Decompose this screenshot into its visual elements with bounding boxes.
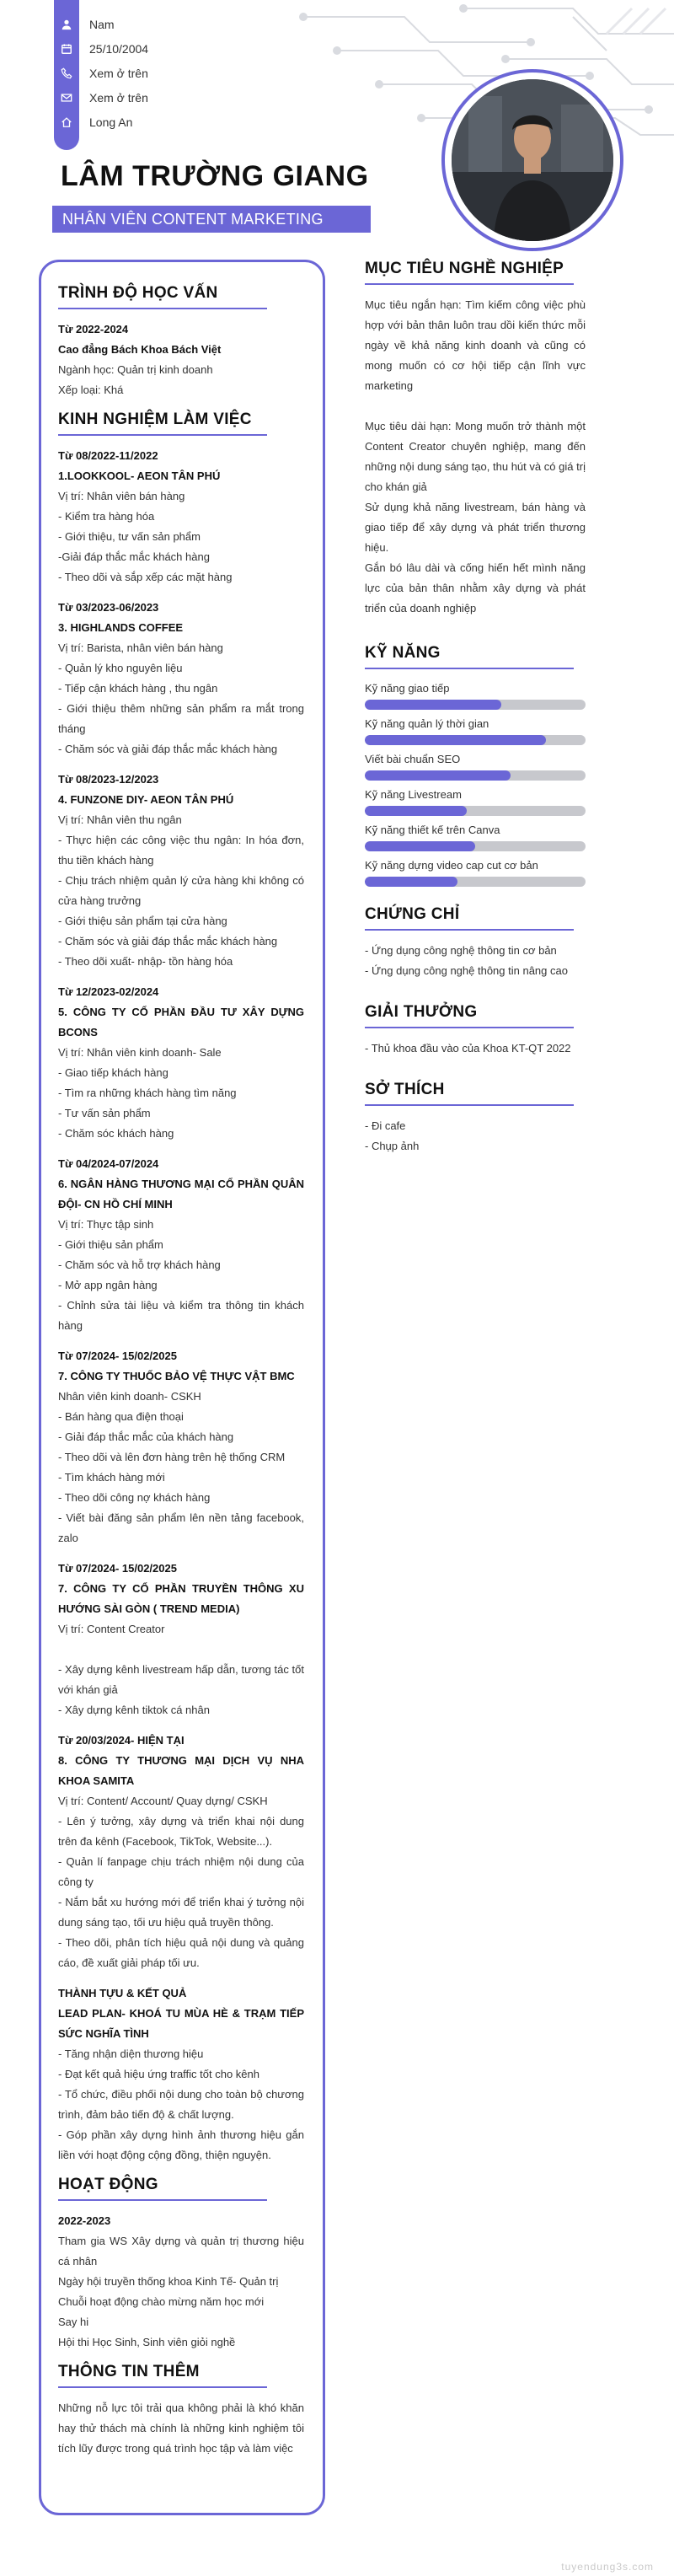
skill-bar-track bbox=[365, 700, 586, 710]
objective-extra-1: Sử dụng khả năng livestream, bán hàng và giao tiếp để xây dựng và phát triển thương hiệu. bbox=[365, 501, 586, 554]
activity-list bbox=[58, 2231, 304, 2353]
contact-gender bbox=[54, 12, 148, 36]
hobby-list bbox=[365, 1116, 586, 1157]
job-detail: - Xây dựng kênh livestream hấp dẫn, tương tác tốt với khán giả bbox=[58, 1663, 304, 1696]
full-name: LÂM TRƯỜNG GIANG bbox=[61, 160, 369, 192]
job-detail: Vị trí: Thực tập sinh bbox=[58, 1218, 154, 1231]
job-company: 7. CÔNG TY THUỐC BẢO VỆ THỰC VẬT BMC bbox=[58, 1370, 295, 1382]
job-entry bbox=[58, 982, 304, 1154]
job-detail: - Theo dõi, phân tích hiệu quả nội dung và quảng cáo, đề xuất giải pháp tối ưu. bbox=[58, 1936, 304, 1969]
contact-dob-text: 25/10/2004 bbox=[89, 41, 149, 56]
achievement-item: - Tăng nhận diện thương hiệu bbox=[58, 2047, 204, 2060]
contact-dob bbox=[54, 36, 148, 61]
job-detail: - Tư vấn sản phẩm bbox=[58, 1107, 151, 1119]
skill-bar-fill bbox=[365, 806, 467, 816]
job-detail: - Quản lý kho nguyên liệu bbox=[58, 662, 183, 674]
achievement-item: - Đạt kết quả hiệu ứng traffic tốt cho kênh bbox=[58, 2068, 259, 2080]
skill-item bbox=[365, 856, 586, 887]
section-underline bbox=[365, 668, 574, 669]
section-underline bbox=[58, 2199, 267, 2201]
job-detail: - Kiểm tra hàng hóa bbox=[58, 510, 155, 523]
job-detail: - Giới thiệu thêm những sản phẩm ra mắt trong tháng bbox=[58, 702, 304, 735]
job-detail: - Chỉnh sửa tài liệu và kiểm tra thông tin khách hàng bbox=[58, 1299, 304, 1332]
section-underline bbox=[58, 2386, 267, 2388]
skill-label: Kỹ năng giao tiếp bbox=[365, 682, 450, 695]
skill-item bbox=[365, 786, 586, 816]
education-title: TRÌNH ĐỘ HỌC VẤN bbox=[58, 284, 218, 302]
user-icon bbox=[54, 19, 79, 30]
achievement-list bbox=[58, 2044, 304, 2165]
job-detail: Vị trí: Nhân viên thu ngân bbox=[58, 813, 182, 826]
job-detail: - Viết bài đăng sản phẩm lên nền tảng facebook, zalo bbox=[58, 1511, 304, 1544]
job-detail: - Bán hàng qua điện thoại bbox=[58, 1410, 184, 1423]
watermark: tuyendung3s.com bbox=[561, 2561, 654, 2573]
job-detail: - Nắm bắt xu hướng mới để triển khai ý tưởng nội dung sáng tạo, tối ưu hiệu quả truyền thông. bbox=[58, 1896, 304, 1929]
skill-bar-track bbox=[365, 877, 586, 887]
more-info-text: Những nỗ lực tôi trải qua không phải là khó khăn hay thử thách mà chính là những kinh nghiệm tôi tích lũy được trong quá trình học tập và làm việc bbox=[58, 2402, 304, 2455]
job-detail: - Giới thiệu sản phẩm bbox=[58, 1238, 163, 1251]
job-detail: - Giới thiệu sản phẩm tại cửa hàng bbox=[58, 915, 227, 927]
job-period: Từ 12/2023-02/2024 bbox=[58, 985, 159, 998]
job-period: Từ 04/2024-07/2024 bbox=[58, 1157, 159, 1170]
job-detail: - Giải đáp thắc mắc của khách hàng bbox=[58, 1430, 234, 1443]
job-entry bbox=[58, 446, 304, 598]
achievement-item: - Góp phần xây dựng hình ảnh thương hiệu gắn liền với hoạt động cộng đồng, thiện nguyện. bbox=[58, 2128, 304, 2161]
hobby-item: - Chụp ảnh bbox=[365, 1140, 420, 1152]
mail-icon bbox=[54, 92, 79, 104]
skill-item bbox=[365, 679, 586, 710]
skills-title: KỸ NĂNG bbox=[365, 644, 441, 662]
job-detail: - Mở app ngân hàng bbox=[58, 1279, 158, 1291]
skill-label: Viết bài chuẩn SEO bbox=[365, 753, 461, 765]
job-detail: - Theo dõi xuất- nhập- tồn hàng hóa bbox=[58, 955, 233, 968]
objective-extra-2: Gắn bó lâu dài và cống hiến hết mình năng lực của bản thân nhằm xây dựng và phát triển của doanh nghiệp bbox=[365, 561, 586, 614]
activities-period: 2022-2023 bbox=[58, 2214, 111, 2227]
section-underline bbox=[365, 283, 574, 285]
section-underline bbox=[58, 308, 267, 309]
job-detail: - Tìm ra những khách hàng tìm năng bbox=[58, 1087, 237, 1099]
job-detail: - Chăm sóc khách hàng bbox=[58, 1127, 174, 1140]
education-rank: Xếp loại: Khá bbox=[58, 384, 124, 396]
award-list bbox=[365, 1038, 586, 1059]
job-period: Từ 20/03/2024- HIỆN TẠI bbox=[58, 1734, 185, 1747]
left-column bbox=[39, 260, 325, 2515]
achievement-title: THÀNH TỰU & KẾT QUẢ bbox=[58, 1987, 187, 1999]
objective-title: MỤC TIÊU NGHỀ NGHIỆP bbox=[365, 260, 564, 277]
objective-short-term: Mục tiêu ngắn hạn: Tìm kiếm công việc phù hợp với bản thân luôn trau dồi kiến thức mỗi ngày về khả năng kinh doanh và cũng có mong muốn có cơ hội tiếp cận lĩnh vực marketing bbox=[365, 298, 586, 392]
job-detail: - Theo dõi và lên đơn hàng trên hệ thống CRM bbox=[58, 1451, 286, 1463]
job-detail: - Tiếp cận khách hàng , thu ngân bbox=[58, 682, 218, 695]
job-detail: - Quản lí fanpage chịu trách nhiệm nội dung của công ty bbox=[58, 1855, 304, 1888]
job-detail: - Xây dựng kênh tiktok cá nhân bbox=[58, 1704, 210, 1716]
skill-bar-track bbox=[365, 841, 586, 851]
award-item: - Thủ khoa đầu vào của Khoa KT-QT 2022 bbox=[365, 1042, 571, 1055]
achievement-project: LEAD PLAN- KHOÁ TU MÙA HÈ & TRẠM TIẾP SỨC NGHĨA TÌNH bbox=[58, 2007, 304, 2040]
skill-bar-track bbox=[365, 735, 586, 745]
skill-label: Kỹ năng quản lý thời gian bbox=[365, 717, 489, 730]
job-company: 3. HIGHLANDS COFFEE bbox=[58, 621, 184, 634]
skill-item bbox=[365, 715, 586, 745]
job-period: Từ 08/2023-12/2023 bbox=[58, 773, 159, 786]
job-entry bbox=[58, 1154, 304, 1346]
job-company: 1.LOOKKOOL- AEON TÂN PHÚ bbox=[58, 470, 221, 482]
experience-title: KINH NGHIỆM LÀM VIỆC bbox=[58, 411, 252, 428]
position-banner: NHÂN VIÊN CONTENT MARKETING bbox=[52, 206, 371, 233]
job-company: 7. CÔNG TY CỔ PHẦN TRUYỀN THÔNG XU HƯỚNG SÀI GÒN ( TREND MEDIA) bbox=[58, 1582, 304, 1615]
job-detail bbox=[58, 1640, 304, 1660]
home-icon bbox=[54, 116, 79, 128]
activity-item: Say hi bbox=[58, 2316, 89, 2328]
activity-item: Tham gia WS Xây dựng và quản trị thương hiệu cá nhân bbox=[58, 2235, 304, 2267]
certificate-list bbox=[365, 941, 586, 981]
contact-list bbox=[54, 12, 148, 134]
calendar-icon bbox=[54, 43, 79, 55]
activities-title: HOẠT ĐỘNG bbox=[58, 2176, 158, 2193]
job-detail: - Thực hiện các công việc thu ngân: In hóa đơn, thu tiền khách hàng bbox=[58, 834, 304, 867]
job-detail: Vị trí: Barista, nhân viên bán hàng bbox=[58, 641, 223, 654]
contact-gender-text: Nam bbox=[89, 17, 115, 31]
job-period: Từ 03/2023-06/2023 bbox=[58, 601, 159, 614]
contact-address-text: Long An bbox=[89, 115, 133, 129]
job-entry bbox=[58, 598, 304, 770]
phone-icon bbox=[54, 67, 79, 79]
job-detail: Vị trí: Content/ Account/ Quay dựng/ CSKH bbox=[58, 1795, 268, 1807]
certificates-title: CHỨNG CHỈ bbox=[365, 905, 460, 923]
job-detail: - Theo dõi công nợ khách hàng bbox=[58, 1491, 211, 1504]
skill-item bbox=[365, 750, 586, 781]
job-detail: - Giao tiếp khách hàng bbox=[58, 1066, 168, 1079]
job-detail: - Chăm sóc và giải đáp thắc mắc khách hàng bbox=[58, 935, 278, 947]
right-column bbox=[365, 260, 586, 1157]
job-detail: - Giới thiệu, tư vấn sản phẩm bbox=[58, 530, 201, 543]
achievement-item: - Tổ chức, điều phối nội dung cho toàn bộ chương trình, đảm bảo tiến độ & chất lượng. bbox=[58, 2088, 304, 2121]
education-major: Ngành học: Quản trị kinh doanh bbox=[58, 363, 213, 376]
job-company: 8. CÔNG TY THƯƠNG MẠI DỊCH VỤ NHA KHOA SAMITA bbox=[58, 1754, 304, 1787]
job-detail: -Giải đáp thắc mắc khách hàng bbox=[58, 550, 210, 563]
contact-phone-text: Xem ở trên bbox=[89, 66, 148, 80]
skill-item bbox=[365, 821, 586, 851]
skill-bar-fill bbox=[365, 770, 511, 781]
contact-address bbox=[54, 110, 148, 134]
section-underline bbox=[365, 1104, 574, 1106]
skill-bar-fill bbox=[365, 735, 546, 745]
skill-list bbox=[365, 679, 586, 887]
certificate-item: - Ứng dụng công nghệ thông tin cơ bản bbox=[365, 944, 557, 957]
awards-title: GIẢI THƯỞNG bbox=[365, 1003, 478, 1021]
job-period: Từ 07/2024- 15/02/2025 bbox=[58, 1350, 177, 1362]
more-info-title: THÔNG TIN THÊM bbox=[58, 2363, 200, 2380]
job-company: 6. NGÂN HÀNG THƯƠNG MẠI CỔ PHẦN QUÂN ĐỘI- CN HỒ CHÍ MINH bbox=[58, 1178, 304, 1210]
contact-phone bbox=[54, 61, 148, 85]
job-detail: Vị trí: Content Creator bbox=[58, 1623, 165, 1635]
job-company: 4. FUNZONE DIY- AEON TÂN PHÚ bbox=[58, 793, 234, 806]
hobby-item: - Đi cafe bbox=[365, 1119, 406, 1132]
job-entry bbox=[58, 1731, 304, 1983]
job-entry bbox=[58, 1346, 304, 1559]
objective-long-term: Mục tiêu dài hạn: Mong muốn trở thành một Content Creator chuyên nghiệp, mang đến những nội dung sáng tạo, thu hút và có giá trị cho khán giả bbox=[365, 420, 586, 493]
skill-bar-track bbox=[365, 806, 586, 816]
job-period: Từ 08/2022-11/2022 bbox=[58, 449, 158, 462]
job-detail: - Chịu trách nhiệm quản lý cửa hàng khi không có cửa hàng trưởng bbox=[58, 874, 304, 907]
hobbies-title: SỞ THÍCH bbox=[365, 1081, 445, 1098]
skill-bar-fill bbox=[365, 877, 457, 887]
certificate-item: - Ứng dụng công nghệ thông tin nâng cao bbox=[365, 964, 568, 977]
job-detail: Nhân viên kinh doanh- CSKH bbox=[58, 1390, 201, 1403]
education-period: Từ 2022-2024 bbox=[58, 323, 129, 335]
job-entry bbox=[58, 1559, 304, 1731]
section-underline bbox=[58, 434, 267, 436]
section-underline bbox=[365, 929, 574, 931]
job-period: Từ 07/2024- 15/02/2025 bbox=[58, 1562, 177, 1575]
job-detail: - Chăm sóc và giải đáp thắc mắc khách hàng bbox=[58, 743, 278, 755]
activity-item: Chuỗi hoạt động chào mừng năm học mới bbox=[58, 2295, 265, 2308]
section-underline bbox=[365, 1027, 574, 1028]
job-detail: - Chăm sóc và hỗ trợ khách hàng bbox=[58, 1258, 221, 1271]
contact-email-text: Xem ở trên bbox=[89, 90, 148, 105]
job-list bbox=[58, 446, 304, 1983]
job-entry bbox=[58, 770, 304, 982]
job-detail: - Tìm khách hàng mới bbox=[58, 1471, 165, 1484]
skill-label: Kỹ năng thiết kế trên Canva bbox=[365, 824, 500, 836]
skill-bar-fill bbox=[365, 700, 501, 710]
job-detail: - Theo dõi và sắp xếp các mặt hàng bbox=[58, 571, 233, 583]
contact-email bbox=[54, 85, 148, 110]
skill-bar-track bbox=[365, 770, 586, 781]
skill-label: Kỹ năng Livestream bbox=[365, 788, 462, 801]
job-company: 5. CÔNG TY CỔ PHẦN ĐẦU TƯ XÂY DỰNG BCONS bbox=[58, 1006, 304, 1038]
activity-item: Ngày hội truyền thống khoa Kinh Tế- Quản trị bbox=[58, 2275, 279, 2288]
education-school: Cao đẳng Bách Khoa Bách Việt bbox=[58, 343, 222, 356]
skill-label: Kỹ năng dựng video cap cut cơ bản bbox=[365, 859, 538, 872]
job-detail: Vị trí: Nhân viên bán hàng bbox=[58, 490, 185, 502]
avatar bbox=[452, 79, 613, 241]
job-detail: - Lên ý tưởng, xây dựng và triển khai nội dung trên đa kênh (Facebook, TikTok, Website...). bbox=[58, 1815, 304, 1848]
activity-item: Hội thi Học Sinh, Sinh viên giỏi nghề bbox=[58, 2336, 236, 2348]
job-detail: Vị trí: Nhân viên kinh doanh- Sale bbox=[58, 1046, 222, 1059]
avatar-frame bbox=[441, 69, 623, 251]
skill-bar-fill bbox=[365, 841, 475, 851]
